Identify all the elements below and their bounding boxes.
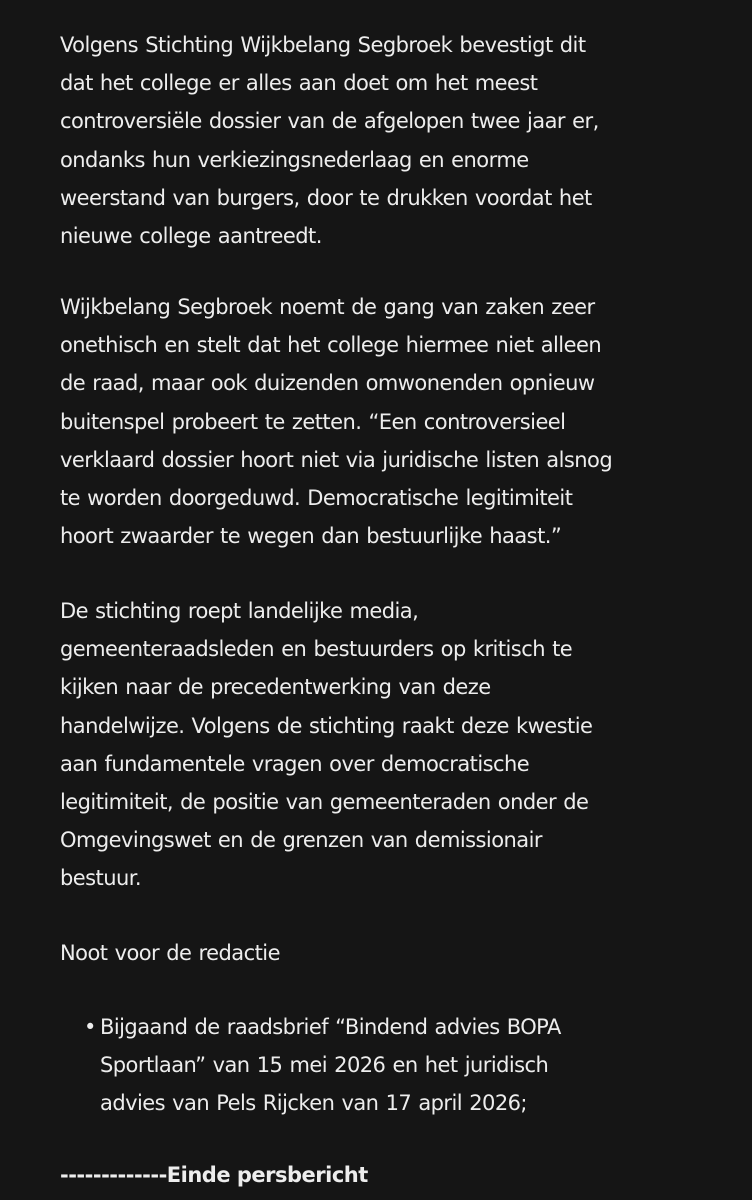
attachment-text xyxy=(100,1008,561,1123)
paragraph-line: legitimiteit, de positie van gemeenteraden onder de xyxy=(60,790,589,815)
paragraph-line: Volgens Stichting Wijkbelang Segbroek bevestigt dit xyxy=(60,33,586,57)
paragraph-line: Omgevingswet en de grenzen van demissionair xyxy=(60,828,542,853)
press-release-body xyxy=(60,26,740,1187)
paragraph-line: de raad, maar ook duizenden omwonenden opnieuw xyxy=(60,371,595,396)
paragraph-line: handelwijze. Volgens de stichting raakt deze kwestie xyxy=(60,713,593,738)
paragraph-line: gemeenteraadsleden en bestuurders op kritisch te xyxy=(60,637,573,662)
paragraph-line: dat het college er alles aan doet om het meest xyxy=(60,71,538,96)
paragraph-line: hoort zwaarder te wegen dan bestuurlijke haast.” xyxy=(60,524,562,549)
paragraph-3 xyxy=(60,592,592,898)
note-heading xyxy=(60,934,280,972)
paragraph-line: controversiële dossier van de afgelopen twee jaar er, xyxy=(60,109,599,134)
paragraph-line: onethisch en stelt dat het college hiermee niet alleen xyxy=(60,333,602,358)
paragraph-line: aan fundamentele vragen over democratische xyxy=(60,751,530,776)
paragraph-line: bestuur. xyxy=(60,866,142,891)
paragraph-2 xyxy=(60,288,612,555)
end-of-press-release: -------------Einde persbericht xyxy=(60,1163,368,1187)
bullet-line: advies van Pels Rijcken van 17 april 2026; xyxy=(100,1091,527,1116)
paragraph-line: buitenspel probeert te zetten. “Een controversieel xyxy=(60,409,566,434)
bullet-marker: • xyxy=(84,1015,97,1039)
note-heading-text: Noot voor de redactie xyxy=(60,941,280,965)
paragraph-line: nieuwe college aantreedt. xyxy=(60,224,322,249)
paragraph-line: te worden doorgeduwd. Democratische legitimiteit xyxy=(60,486,573,511)
paragraph-1 xyxy=(60,26,740,255)
paragraph-line: weerstand van burgers, door te drukken voordat het xyxy=(60,185,592,210)
bullet-line: Sportlaan” van 15 mei 2026 en het juridisch xyxy=(100,1053,549,1078)
bullet-line: Bijgaand de raadsbrief “Bindend advies BOPA xyxy=(100,1015,561,1039)
paragraph-line: De stichting roept landelijke media, xyxy=(60,599,419,623)
paragraph-line: ondanks hun verkiezingsnederlaag en enorme xyxy=(60,147,529,172)
paragraph-line: kijken naar de precedentwerking van deze xyxy=(60,675,491,700)
paragraph-line: Wijkbelang Segbroek noemt de gang van zaken zeer xyxy=(60,295,595,319)
paragraph-line: verklaard dossier hoort niet via juridische listen alsnog xyxy=(60,447,613,472)
